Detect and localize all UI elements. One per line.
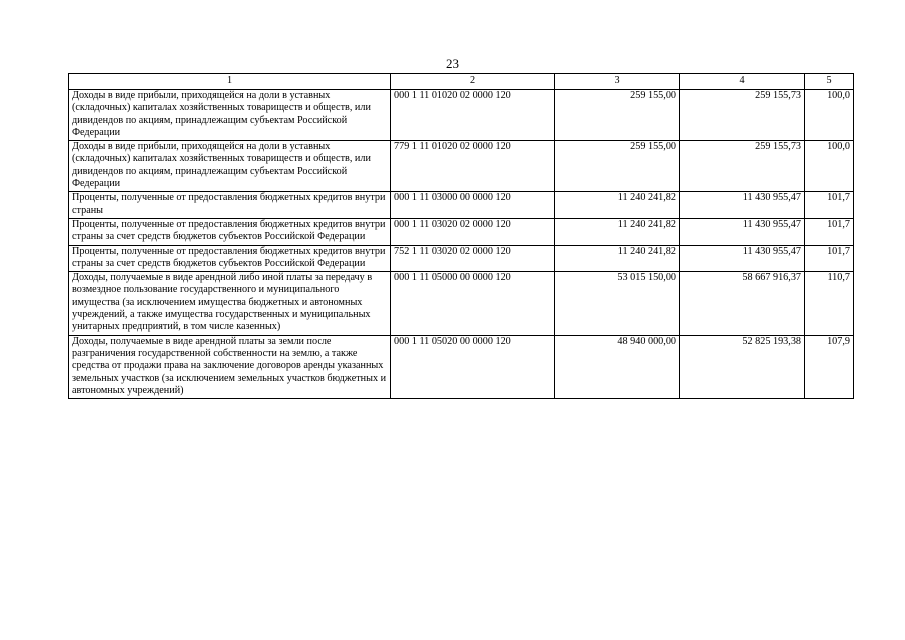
fact-amount: 259 155,73 (680, 90, 805, 141)
revenue-name: Доходы, получаемые в виде арендной либо иной платы за передачу в возмездное пользование государственного и муниципального имущества (за исключением имущества бюджетных и автономных учреждений, а также имущества государственных и муниципальных унитарных предприятий, в том числе казенных) (69, 272, 391, 335)
plan-amount: 53 015 150,00 (555, 272, 680, 335)
execution-percent: 101,7 (805, 218, 854, 245)
revenue-name: Доходы, получаемые в виде арендной платы за земли после разграничения государственной собственности на землю, а также средства от продажи права на заключение договоров аренды указанных земельных участков (за исключением земельных участков бюджетных и автономных учреждений) (69, 335, 391, 398)
plan-amount: 259 155,00 (555, 141, 680, 192)
column-header-2: 2 (391, 74, 555, 90)
budget-code: 000 1 11 03000 00 0000 120 (391, 192, 555, 219)
execution-percent: 101,7 (805, 245, 854, 272)
table-row (69, 335, 854, 398)
budget-code: 752 1 11 03020 02 0000 120 (391, 245, 555, 272)
revenue-name: Доходы в виде прибыли, приходящейся на доли в уставных (складочных) капиталах хозяйственных товариществ и обществ, или дивидендов по акциям, принадлежащим субъектам Российской Федерации (69, 90, 391, 141)
table-header-row (69, 74, 854, 90)
page-number: 23 (446, 56, 459, 71)
revenue-name: Проценты, полученные от предоставления бюджетных кредитов внутри страны за счет средств бюджетов субъектов Российской Федерации (69, 245, 391, 272)
fact-amount: 11 430 955,47 (680, 218, 805, 245)
budget-code: 000 1 11 03020 02 0000 120 (391, 218, 555, 245)
table-row (69, 192, 854, 219)
fact-amount: 52 825 193,38 (680, 335, 805, 398)
execution-percent: 110,7 (805, 272, 854, 335)
column-header-5: 5 (805, 74, 854, 90)
plan-amount: 11 240 241,82 (555, 192, 680, 219)
execution-percent: 101,7 (805, 192, 854, 219)
fact-amount: 11 430 955,47 (680, 192, 805, 219)
execution-percent: 107,9 (805, 335, 854, 398)
budget-code: 000 1 11 05020 00 0000 120 (391, 335, 555, 398)
revenue-name: Доходы в виде прибыли, приходящейся на доли в уставных (складочных) капиталах хозяйственных товариществ и обществ, или дивидендов по акциям, принадлежащим субъектам Российской Федерации (69, 141, 391, 192)
plan-amount: 259 155,00 (555, 90, 680, 141)
budget-code: 000 1 11 01020 02 0000 120 (391, 90, 555, 141)
revenue-name: Проценты, полученные от предоставления бюджетных кредитов внутри страны (69, 192, 391, 219)
table-row (69, 272, 854, 335)
budget-code: 779 1 11 01020 02 0000 120 (391, 141, 555, 192)
table-row (69, 218, 854, 245)
execution-percent: 100,0 (805, 141, 854, 192)
fact-amount: 259 155,73 (680, 141, 805, 192)
table-row (69, 141, 854, 192)
table-row (69, 245, 854, 272)
execution-percent: 100,0 (805, 90, 854, 141)
plan-amount: 11 240 241,82 (555, 218, 680, 245)
fact-amount: 58 667 916,37 (680, 272, 805, 335)
column-header-4: 4 (680, 74, 805, 90)
fact-amount: 11 430 955,47 (680, 245, 805, 272)
plan-amount: 11 240 241,82 (555, 245, 680, 272)
budget-code: 000 1 11 05000 00 0000 120 (391, 272, 555, 335)
table-row (69, 90, 854, 141)
column-header-3: 3 (555, 74, 680, 90)
plan-amount: 48 940 000,00 (555, 335, 680, 398)
revenue-table (68, 73, 854, 399)
column-header-1: 1 (69, 74, 391, 90)
revenue-name: Проценты, полученные от предоставления бюджетных кредитов внутри страны за счет средств бюджетов субъектов Российской Федерации (69, 218, 391, 245)
